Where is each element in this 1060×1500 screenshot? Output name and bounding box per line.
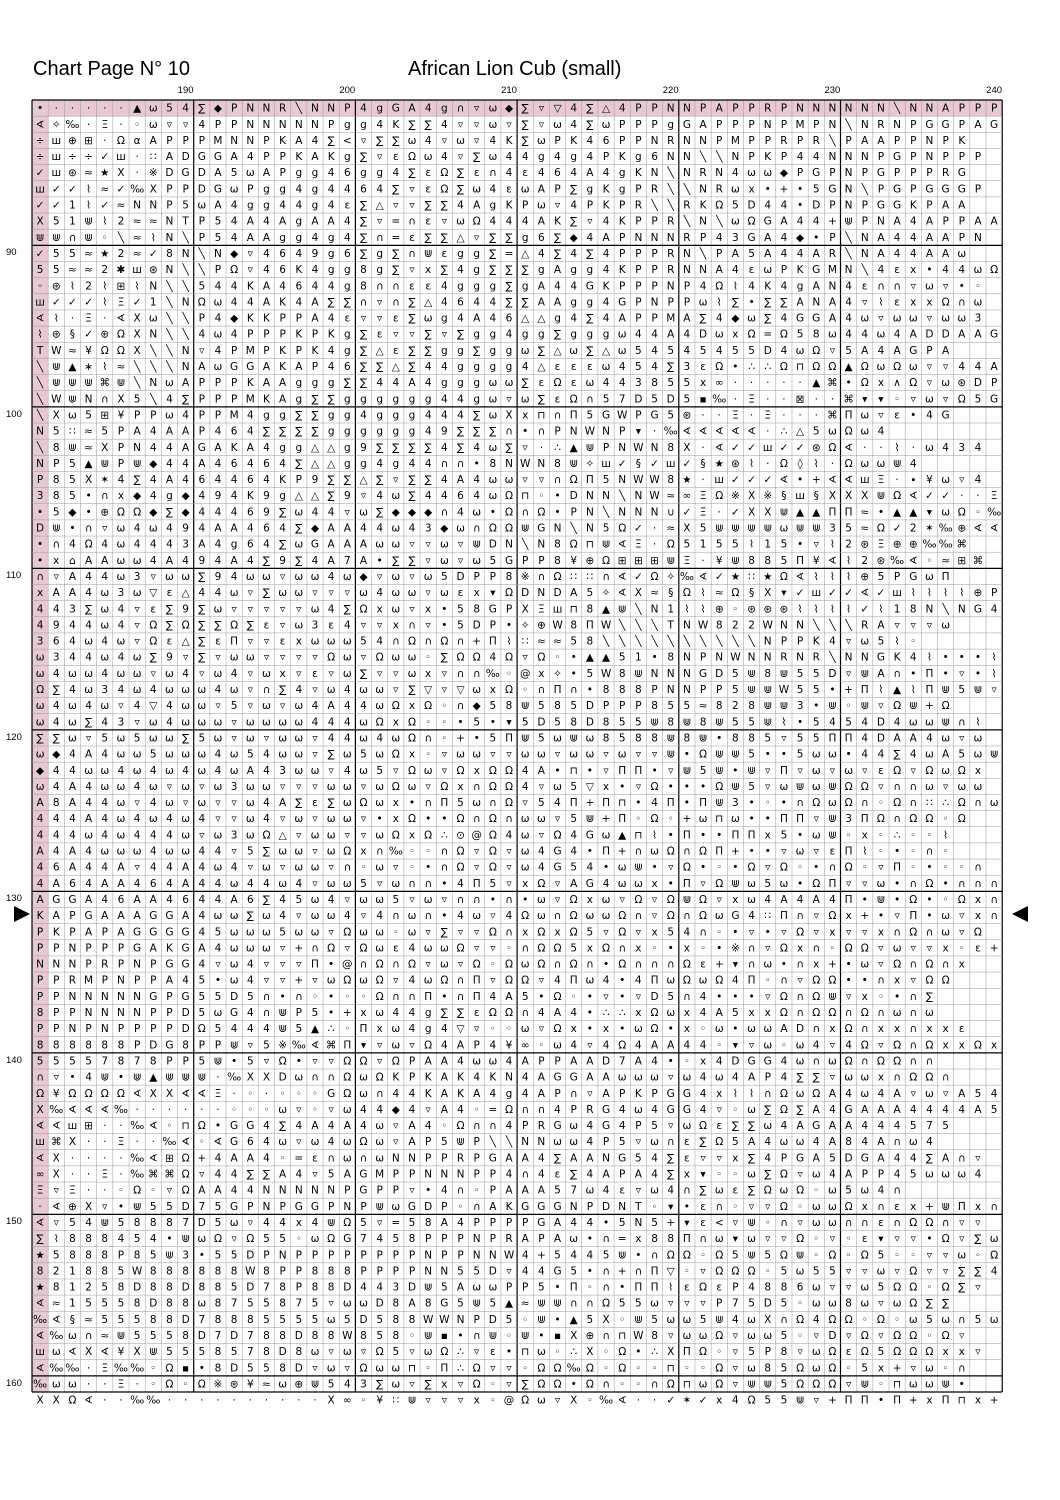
chart-row: ‰ ∢ § ≈ 5 5 5 8 8 D 7 8 8 8 5 5 5 5 ω 5 D 5 8 8 W W N P D 5 ◦ ⋓ • ▲ 5 Χ ◦ ⋓ 5 ω ω 5 ⋓ 4 ω Χ ∩ Ω 4 Ω Ω ◦ Ω ◦ ω 5 ω ∩ 5 ω: [33, 1313, 999, 1326]
chart-row: Ω ¥ Ω Ω Ω Ω ∢ Ⅹ Ⅹ ∢ ∢ Ξ · ◦ · ◦ ◦ ◦ G Ω ω ∩ 4 4 K A K A 4 g 4 A P ∩ ▿ A P K P G G 4 x ⌇ ⌇ ∩ Ω ω Ω A 4 ω 4 A ▿ ω ▿ A 5 4: [36, 1087, 998, 1100]
chart-row: 4 6 A 4 4 A ▿ 4 4 A 4 ω 4 ▿ ω ▿ ω ω ▿ ∩ ◦ ω ▿ ◦ • ∩ Ω ▿ Ω ▿ ω 4 G 5 4 • ω ⋓ • ▿ Ω • ◦ • Ω ▿ Ω ◦ • ∩ Ω ◦ ▿ Π ◦ • ◦ ◦ ∩: [36, 861, 982, 874]
chart-row: ★ 5 8 8 8 P 8 5 ⋓ 3 • 5 5 D P N P P P P P P P P N P P N N W 4 + 5 4 4 5 ⋓ • ∩ Ω Ω ◦ Ω 5 ⋓ 5 Ω ⋓ ◦ Ω ◦ Ω 5 ◦ ◦ ▿ ▿ ω ◦ Ω: [35, 1249, 999, 1262]
chart-row: 4 4 3 ∑ ω 4 ▿ ε ∑ 9 ∑ ω ▿ ▿ ▿ ▿ ▿ ω 4 ∑ Ω x ω ▿ x • 5 8 G P Χ Ξ ш ⊓ 8 ▲ ⋓ ╲ N 1 ⌇ ⌇ ⊕ ◦ ⊛ ⊛ ⊛ ⌇ ⌇ ⌇ ⌇ ✓ ⌇ 1 8 N ╲ N G 4: [36, 603, 998, 616]
chart-row: ∩ ▿ • 4 ⋓ • ⋓ ▲ ⋓ ⋓ ⋓ · ‰ Ⅹ Ⅹ D ω ∩ ∩ Ω ω Ω K P K A K 4 K N 4 A G G A A ω ω ω ▿ ω 4 ω 4 A P 4 ∑ ∑ ▿ ω ω x ∩ Ω Ω ∩: [36, 1071, 950, 1084]
column-number: 240: [986, 85, 1003, 96]
chart-row: Ω ∑ 4 ω 3 4 ω 4 ω ω ω 4 ω ▿ ∩ ∑ 4 ▿ ω 4 ω ω ▿ ∑ ▽ ▿ ▽ ω x Ω ◦ ∩ Π ∩ • 8 8 8 P N N P P 5 ⋓ ⋓ W 5 5 • + Π ⌇ ▲ ⌇ Π ⋓ 5 ⋓ ▿: [36, 684, 997, 697]
chart-row: ш ✓ ✓ ✓ ⌇ Ξ ✓ 1 ╲ N Ω ω 4 4 A K 4 A ∑ ∑ ∩ ▿ ∩ ∑ △ 4 6 4 4 ∑ ∑ A A g g 4 G P N P P ω ⌇ ∑ • ∑ ∑ A N A 4 ▿ ⌇ ε x x Ω ∩ ω: [35, 296, 983, 309]
column-number: 190: [177, 85, 194, 96]
chart-row: • ∩ 4 Ω 4 ω 4 4 4 3 A 4 g 6 4 ∑ ω G A A A ω ω ▿ ▿ ω ▿ ⋓ D N ╲ N 8 Ω ⊓ ⋓ ∢ Ξ · Ω 5 1 5 5 ⌇ 1 5 • ▿ ⌇ 2 ⊛ Ξ ⊕ ⊕ ‰ ‰ ⌘: [36, 538, 968, 551]
chart-row: ÷ ш ÷ ÷ ✓ ш · ∷ A D G G A 4 P P K A K g ∑ ▿ ε Ω ω 4 ▿ ∑ ω 4 4 g 4 g 4 P K g 6 N N ╲ ╲ N P K P 4 4 N N N P G P N P P P: [35, 151, 982, 164]
chart-row: 4 4 4 A 4 ω 4 ω 4 ω 4 ▿ ▿ ω 4 ▿ ω ▿ ω ω ▿ • x Ω • • Ω ∩ Ω ∩ ω ω ▿ 5 ⋓ + Π ◦ Ω ◦ + ω ⊓ ω • • Π Π ▿ ⋓ 3 Π Ω ∩ Ω Ω ◦ Ω: [36, 813, 966, 826]
chart-row: ∑ ∑ ω ▿ 5 ω 5 ω ω ∑ 5 ω ▿ ω ▿ ω ω ▿ 4 4 ω 4 ω Ω ∩ ◦ + • 5 Π ⋓ 5 ω ⋓ ω 8 5 8 8 ⋓ 8 ⋓ • 8 8 5 ▿ 5 5 Π Π 4 D A A 4 ω ▿ ω: [36, 732, 983, 745]
chart-row: 8 P P N N N N P P D 5 ω G 4 ∩ ⋓ P 5 • + x ω 4 4 g ∑ ∑ ε Ω Ω ∩ 4 A 4 • ∴ ∴ x Ω ω x 4 A 5 x x Ω ∩ Ω Ω ∩ Ω ∩ ω ∩ ω: [36, 1007, 934, 1020]
chart-row: ∞ Ⅹ · · Ξ · ‰ ⌘ ⌘ Ω ▿ 4 4 ∑ ∑ A 4 ▿ 5 A G M P P N N N P P 4 ∩ 4 ε ∑ 4 A P A 4 ∑ x ▾ ◦ ◦ ω ∑ Ω ▿ ω 4 A P P 4 5 ω ω ω 4: [35, 1168, 982, 1181]
chart-row: A 8 A 4 4 ω ▿ 4 ω ▿ ω ▿ ▿ ω 4 A ∑ ε ∑ ω Ω ω x • ∩ Π 5 ω ∩ Ω ▿ 5 4 Π + Π ⊓ • 4 Π • Π ⋓ 3 • ◦ • ∩ Ω ω Ω ∩ ◦ Ω ∩ ∷ ∴ Ω ∩ ω: [36, 797, 999, 810]
page-label: Chart Page N° 10: [33, 58, 190, 80]
chart-row: Χ 5 1 ⋓ ⌇ 2 ≈ ≈ N T P 5 4 A 4 A g A A 4 ∑ ▿ = ∩ ε ▿ ω Ω 4 4 4 A K ∑ ▿ 4 K P P R ╲ N ╲ ω Ω G A 4 4 + ⋓ P N A 4 A P P A A: [36, 215, 998, 228]
chart-row: ∢ ‰ ω ∩ ≈ ⋓ 5 5 5 8 D 7 D 7 8 8 D 8 8 W 8 5 8 ◦ ⋓ ▪ • ∩ ⋓ ◦ ⋓ • ▪ Χ ⊕ ∩ ⊓ W 8 ▿ ω ω Ω ▿ ω ω 5 ◦ ▿ D ▿ Ω ▿ Ω Ω ◦ Ω ▿: [35, 1330, 965, 1343]
chart-row: ω 4 ω ω 4 ω ω ▿ ω 4 ▿ ω 4 ▿ ω x ▿ ε ▿ ω ∑ ▿ ▿ ω x ▿ ∩ ∩ ‰ ◦ @ x ✧ • 5 W 8 ⋓ N N N G D 5 ⋓ 8 ⋓ 5 5 D ▿ ⋓ A ∩ • Π • ▿ • ⌇: [35, 667, 997, 680]
chart-row: K A P G A A A G G A 4 ω ω ∑ ω 4 ▿ ω ω 4 ▿ 4 ∩ ω ∩ • 4 ω ▿ 4 Ω ω ∩ Ω ω ω Ω ∩ ▿ Ω ∩ Ω ω G 4 ∷ Π ∩ ▿ Ω x + • ▿ Π • ω ▿ x ∩: [36, 910, 998, 923]
column-number: 210: [501, 85, 517, 96]
chart-row: ✓ ✓ 1 ⌇ ✓ ≈ N N P 5 ω A 4 g g 4 4 g 4 ε ∑ △ ▿ ▿ ∑ ∑ 4 A g K P ω ▿ 4 P K P R ╲ ╲ R K Ω 5 D 4 4 • D P N P G G K P A A: [35, 199, 966, 212]
chart-row: • 5 ◆ • ⊕ Ω Ω ◆ ∑ ◆ 4 4 4 6 9 ∑ ω 4 4 ▿ ω ∑ ◆ ◆ ◆ ∩ 4 ω • Ω ∩ Ω • P N ╲ N N N ∪ ✓ Ξ · ✓ Χ Χ ⋓ ▲ ▲ Π Π ≈ • ▲ ▲ ▾ ω Ω ◦ ‰: [36, 506, 1002, 519]
chart-row: 4 A 6 4 A A 4 6 4 A 4 4 ω 4 4 ω 4 ▿ ω ω 5 ▿ ω ∩ ∩ • 4 Π 5 ▿ x Ω ▿ A G 4 ω ω x • Π ▿ Ω ⋓ ω 5 ω • Ω Π ▿ ▿ ω • ∩ Ω • ∩ ∩ ∩: [36, 877, 998, 890]
chart-row: 5 5 ≈ ≈ 2 ✱ ш ⊛ N ╲ ╲ P Ω ▿ 4 6 K 4 g g 8 g ∑ ▿ x ∑ 4 g ∑ ∑ ∑ g A g g 4 K P P R N N A 4 ε ω P K G M N ╲ 4 ε x • 4 4 ω Ω: [36, 264, 999, 277]
chart-row: ∢ ⌇ · Ξ · ∢ Χ ω ╲ ╲ P 4 ◆ K K P P A 4 ε ▿ ▿ ε ∑ ω g 4 A 4 6 △ △ g 4 ∑ 4 A P P M A ∑ 4 ◆ ω ∑ 4 G G A 4 ω ▿ ω ω ▿ ω ω 3: [35, 312, 982, 325]
column-number: 200: [339, 85, 356, 96]
chart-row: • · · · · · ▲ ω 5 4 ∑ ◆ P N N R ╲ N N P 4 g G A 4 g ∩ ▿ ω ◆ ∑ ▿ ▽ 4 ∑ △ 4 P P N N P A P P R P N N N N N N ╲ N N A P P P: [36, 102, 998, 115]
chart-row: ш ω ∢ Ⅹ ∢ ¥ Χ ⋓ 5 5 5 8 5 7 8 D 8 ω ▿ ω ▿ Ω 5 ▿ ω Ω ∴ ▿ ε • ⊓ ω ◦ ∴ Χ ◦ Ω • ∴ Χ Π Ω ◦ ▿ 5 P 8 ▿ ω Ω ε Ω 5 Ω Ω Ω x x ▿: [35, 1346, 981, 1359]
chart-row: ╲ 8 ⋓ ≈ Χ P N 4 4 A G A K A 4 g g △ △ g 9 ∑ ∑ ∑ ∑ 4 ∑ 4 ω ∑ ▿ · ∴ ▲ ⋓ P N W N 8 Χ · ∢ ✓ ✓ ш ✓ ✓ ⊛ Ω ∢ · · ⌇ · ω 4 3 4: [36, 441, 982, 454]
row-number: 160: [6, 1377, 22, 1389]
chart-row: ╲ ⋓ ⋓ ⋓ ⌘ ⋓ ╲ N ω A P P P K A A g g g ∑ ∑ 4 4 A 4 g g g ω ω ∑ ε Ω ε ω 4 4 3 8 5 5 x ∞ · · · · · ▲ ⌘ • Ω x ∧ Ω ▿ ω ⊛ D P: [36, 377, 998, 390]
chart-row: ╲ ⋓ ▲ ∗ ⌇ ≈ ╲ ╲ ╲ N A ω G G A K A P 4 6 ∑ ∑ △ ∑ 4 4 g g g g 4 △ ε ε ε ω 4 5 4 ∑ 3 ε Ω • ∴ ∴ Ω ⊓ Ω Ω ▲ Ω ω Ω ω ▿ ▿ 4 4 A: [36, 361, 998, 374]
chart-row: ш ✓ ✓ ⌇ ≈ ✓ ‰ Χ P P D G ω P g g 4 g 4 4 6 4 ∑ ▿ ε Ω ∑ ω 4 ε ω A P ∑ g K g P R ╲ ╲ N R ω x • + • 5 G N ╲ P G P G G G P: [35, 183, 982, 196]
row-number: 130: [6, 893, 22, 905]
chart-row: P P N N N N N G P G 5 5 D 5 ∩ • ∩ ◦ • ◦ ◦ Ω ∩ ∩ Π • ∩ Π 4 A 5 • Ω ◦ • ▿ • ▿ D 5 ∩ 4 • • • ▿ Ω ∩ Ω ⋓ ▿ x ◦ • ∩ ∑: [36, 990, 933, 1003]
chart-row: ⌇ ⊛ § ✓ ⊛ Ω Χ N ╲ ╲ 4 ω 4 P P P K P K g ∑ ε ▿ ▿ ∑ ▿ ∑ g g 4 g g ∑ g g g ω 4 4 A 4 D ω x Ω = Ω 5 8 ω 4 4 ω 4 A D D A A G: [37, 328, 999, 341]
chart-row: ◆ 4 4 ω ω 4 ω 4 ω 4 ω 4 ω A 4 3 ω ω ▿ 4 ω 5 ▿ Ω ω ▿ Ω x Ω Ω 4 A • ⊓ • ▿ Π Π • ▿ ⋓ 5 ⋓ • ⋓ ▿ Π ▿ ω ▿ ω ▿ ε Ω ▿ Ω ω Ω x: [36, 764, 982, 777]
chart-row: ω ◆ 4 A 4 ω ω 5 ω ω ω 4 ω 5 4 ω ω ▿ ∑ ω 5 ω Ω x ◦ ▿ ω ω ▿ ▿ ω ω ▿ ω ω ▿ ω ▿ ▿ ⋓ • Ω ⋓ ⋓ 5 • • 5 ω ω • 4 4 ∑ 4 ω A 5 ω ⋓: [35, 748, 999, 761]
chart-row: Χ Χ Ω ∢ · · ‰ ‰ · · · · · · · · · · Ⅹ ∞ ◦ ¥ ∷ ⋓ ▿ ▿ ▿ x ◦ @ Ω ω ▿ Ⅹ ◦ ‰ ∢ · · ✓ ✶ ✓ x 4 Ω 5 5 ⋓ ▿ + Π Π • Π + x Π ⊓ x +: [36, 1394, 999, 1407]
chart-row: A G G A 4 6 A A 4 6 4 4 A 6 ∑ 4 5 ω 4 ▿ ω ω 5 ▿ ω ▿ ∩ ∩ • ∩ • ω ▿ Ω x ω ▿ Ω ▿ Ω ⋓ Ω ▿ x ω 4 A 4 A 4 Π • ⋓ • Ω • ◦ Ω x ∩: [36, 893, 998, 906]
column-number: 230: [824, 85, 841, 96]
row-number: 90: [6, 247, 17, 259]
chart-row: ш ⌘ Ⅹ · · Ξ · · ‰ ∢ ◦ ∢ G 6 4 ω ▿ ω 4 ω Ω ω ▿ A P 5 ⋓ P ╲ ╲ N N ω ω 4 P 5 ▿ ω ∩ ε ∑ Ω 5 A 4 ω ω 4 A 8 4 A ∩ ω 4: [35, 1136, 933, 1149]
chart-row: ∢ ‰ ‰ · Ξ ‰ ‰ ◦ Ω ▪ • 8 D 5 5 8 D ▿ ω ▿ Ω ω ω ⊓ ◦ Π ∴ Ω ▿ ▿ ◦ Ω Ω ‰ Ω ◦ Ω ◦ ◦ ⊓ ◦ ◦ Ω ▿ ω 8 5 Ω ω Ω ◦ 5 x + ▿ ω ◦ ∩: [35, 1362, 966, 1375]
chart-row: ÷ ш ⊕ ⊞ · Ω α A P P P M N N P K A 4 ∑ < ▿ ∑ ∑ ω 4 ▿ ω ▿ 4 K ∑ ω P K 4 6 P P N R N N P M P P R P R ╲ P A A P P N P K: [35, 134, 966, 147]
chart-row: ∢ ∢ ш ⊞ · · ‰ ∢ ◦ ⊓ Ω • G G 4 ∑ 4 A 4 A 4 ω ▿ A 4 ◦ Ω ∩ ∩ 4 P R G ω 4 G 4 P 5 ▿ ω Ω ε ∑ ∑ ω 4 A G A A 4 4 4 5 7 5: [35, 1120, 949, 1133]
chart-row: ◦ ⊛ ⌇ 2 ⌇ ⊞ ⌇ N ╲ ╲ 5 4 4 K A 4 6 4 4 g 8 ∩ ∩ ε ε 4 g g g ∑ g A 4 4 G K P P P N P 4 Ω ⌇ 4 K 4 g A N 4 ε ∩ ∩ ▿ ω ▿ • ◦: [36, 280, 982, 293]
chart-row: 4 4 4 ω 4 ω 4 4 4 ω ▿ ω 3 ω Ω △ ▿ ω ω ▿ ▿ ω Ω x Ω ∴ ⊙ @ Ω 4 ω ▿ Ω 4 G ω ▲ ⊓ ⌇ • Π • • Π Π x 5 • ω ⋓ ◦ x ◦ ∴ ◦ ◦ ⌇: [36, 829, 949, 842]
chart-row: P P R M P N P P A 4 5 • ω 4 ▿ ▿ + ▿ ω Ω ω Ω ▿ 4 ω Ω ∩ Π ▿ Ω Ω ▿ 4 Π ω 4 • 4 Π ω Ω ω Ω 4 Π ◦ ∩ ▿ Ω Ω • • ∩ x ▿ Ω Ω: [36, 974, 950, 987]
row-number: 100: [6, 408, 22, 420]
chart-row: · ∢ ⊕ Χ ▿ • ⋓ 5 5 D 7 5 G P N P G G P N P ⋓ ω G D P ◦ ∩ A K G G G N P D N T ◦ ▾ • ε ∩ ◦ ▿ ▿ Ω ◦ ω ω Ω x ∩ ε x + ⋓ Π x ∩: [38, 1200, 998, 1213]
row-number: 110: [6, 570, 22, 582]
chart-row: P P N P N P P P P D Ω 5 4 4 4 ⋓ 5 ▲ ∴ ◦ Π x ω 4 g 4 ▽ ▿ ◦ ◦ ω ▿ Ω x • x • ω Ω • x ◦ ω • ω ω A D ∩ x Ω ∩ x x ∩ x x ε: [36, 1023, 965, 1036]
chart-row: ∩ ▿ A 4 4 ω 3 ▿ ω ω ∑ 9 4 ω ω ▿ ω ω 4 ω ◆ ▿ ω ▿ ω 5 D P P 8 ※ ∩ Ω ∷ ∷ ∩ ∢ ✓ Ω ✧ ‰ ∢ ✓ ★ ∷ ★ Ω ∢ ⌇ ⌇ ⌇ ⊕ 5 P G ω Π: [36, 570, 950, 583]
chart-row: A 4 A 4 ω ω ω 4 ω ω 4 4 ▿ 5 ∑ ω ω ▿ ω Ω x ∩ ‰ ◦ ◦ ∩ Ω ▿ Ω ▿ ω 4 G 4 • Π + ∩ ω Ω ∩ Ω Π + • • ▿ ω ▿ ε Π ⌇ ◦ • ◦ ∩ ◦: [36, 845, 949, 858]
chart-row: N N N P R P N P G G 4 ▿ ω 4 ▿ ▿ ▿ Π • @ ∩ Ω ∩ Ω ▿ ω ▿ Ω ◦ Ω ω Ω ∩ Ω ∩ • Ω ∩ ∩ ∩ Ω ε + ▾ ∩ ω • ∩ x + • ω ▿ Ω ∩ Ω ∩ x: [36, 958, 965, 971]
chart-row: ╲ W ⋓ N ∩ Ⅹ 5 ╲ 4 ∑ P P P M K A g ∑ ∑ g g g g g g 4 4 g ω ▿ ω ∑ ε Ω ∩ 5 7 D 5 D 5 ▪ ‰ · Ξ · · ⊠ · · ⌘ ▾ ▾ ◦ ▿ ω ▿ Ω 5 G: [36, 393, 999, 406]
chart-row: T W ≈ ¥ Ω Ω Χ ╲ ╲ N ▿ 4 P M P K P K 4 g ∑ △ ε ∑ ∑ g g ∑ g g ω ∑ △ ω ∑ △ ω 5 4 5 4 5 4 5 5 D 4 ω Ω ▿ 5 A 4 A G P A: [36, 344, 950, 357]
chart-row: ∢ Ⅹ · · · · ‰ ∢ ⊞ Ω + 4 A A 4 ◦ = ε ∩ ω ∩ ω N N P P R P G A A 4 ∑ A A N G 5 4 ∑ ε ▿ ▿ x ∑ 4 P G A 5 D G A 4 4 ∑ A ∩ ▿: [35, 1152, 981, 1165]
chart-row: P P N P P P G A K G A 4 ω ω ω ▿ + ∩ Ω ▿ Ω ω ε 4 ω ω Ω ▿ ▿ ◦ ∩ Ω Ω 5 x Ω ∩ x ◦ • x ◦ • ※ ∩ ▿ Ω x ∩ ◦ Ω Ω ▿ ω ▿ ▿ x ◦ ε +: [36, 942, 999, 955]
chart-row: x A A 4 ω 3 ω ▽ ε △ 4 4 ω ▿ ∑ ω ω ▿ ▿ ▿ ω 4 ω ω ▿ ω ε x ▾ Ω D N D A 5 ✧ ∢ Χ ≈ § Ω ⌇ ≈ Ω § Ⅹ ▾ ✓ ш ✓ ✓ ∢ ✓ ш ⌇ ⌇ ⌇ ⌇ ⊕ P: [36, 587, 998, 600]
chart-row: P K P A P A G G G G 4 5 ω ω ω 5 ω ω ▿ Ω ω ω ◦ ω ▿ ∑ ▿ ▿ Ω ∩ x Ω x Ω 5 ▿ Ω ▿ x 5 4 ∩ ◦ • ▿ • ▿ Ω ▿ x ▿ ▿ x ∩ Ω ∩ ω ▿ Ω: [36, 926, 982, 939]
center-marker-right-icon: [1012, 906, 1028, 922]
chart-row: 3 8 5 • ∩ x ◆ 4 g ◆ 4 9 4 K 9 g △ △ ∑ 9 ▿ 4 ω ∑ 4 4 6 4 ω Ω ⊓ ◦ • D N N ╲ N W ≈ ∞ Ξ Ω ※ Χ ※ § ш § Χ Χ Χ ⋓ Ω ∢ ✓ ✓ · · Ξ: [36, 490, 998, 503]
chart-row: 8 8 8 8 8 8 P D G 8 P P ⋓ ▿ 5 ※ ‰ ∢ ⌘ Π ▾ ▿ ω ▿ Ω 4 A P 4 ¥ ∞ ◦ ω 4 ▿ 4 Ω 4 A A 4 4 ◦ ▾ ▿ ω ◦ ω 4 ▿ 4 Ω ▿ Ω ∩ Ω x x Ω x: [36, 1039, 998, 1052]
chart-row: 8 2 1 8 8 5 W 8 8 8 8 8 8 W 8 P P 8 8 8 P P P P N N 5 5 D ▿ 4 4 G 5 • ∩ + ∩ Π ▽ ◦ ▿ Ω Ω Ω ◦ 5 ω 5 5 ▿ ▿ ω ▿ Ω ▿ ▿ ∑ ∑ 4: [36, 1265, 998, 1278]
chart-row: ★ 8 1 2 5 8 D 8 8 D 8 8 5 D 7 8 P 8 8 D 4 4 3 D ⋓ 5 A ω ω P P 5 • Π ◦ ∩ • Π Π ⌇ ε Ω ε P 4 8 8 6 ω ▿ ▿ ω 5 Ω Ω ◦ Ω ∑ ▿: [35, 1281, 981, 1294]
chart-row: N P 5 ▲ ⋓ P ⋓ ◆ 4 4 A 4 6 4 6 4 ∑ △ △ g g 4 g 4 4 ∩ ∩ • 8 N W N 8 ⋓ ✧ ш ✓ § ✓ ш ✓ § ★ ⊛ ⌇ · Ω ◊ ⌇ · Ω ω ω ⋓ 4: [36, 457, 917, 470]
chart-row: ⋓ ⋓ ∩ ⋓ ◦ ╲ ≈ ⌇ N ╲ P 5 4 A A g g 4 g 4 ∑ ∩ = ε ∑ ∑ △ ▿ ∑ ∑ g 6 ∑ ◆ 4 A P N N N R P 4 3 G A 4 ◆ • P ╲ N A 4 4 A A P N: [35, 231, 982, 244]
chart-row: ω 4 ω 4 ω ▿ 4 ▽ 4 ω ω ▿ 5 ▿ ω ▿ ω 4 A 4 4 ω Ω x Ω ◦ ∩ ◆ 5 8 ⋓ 5 8 5 D P P P 8 5 5 ≈ 8 2 8 ⋓ ⋓ 3 • ⋓ ◦ ⋓ ▿ Ω ⋓ + Ω: [35, 700, 950, 713]
chart-row: • x ⌂ A A ω ω 4 A 4 9 4 A 4 ∑ 9 ∑ 4 A 7 A • ∑ ∑ ▿ ω ▿ ω 5 G P P 8 ¥ ⊕ Ω ⊞ ⊞ ⊞ ⋓ Ξ · ¥ ⋓ 8 8 5 Π ¥ ∢ ⌇ 2 ⊛ ‰ ∢ ◦ ≈ ⊞ ⌘: [36, 554, 984, 567]
chart-row: ∢ ▿ 5 4 ⋓ 5 8 8 8 7 D 5 ω ▿ 4 4 x 4 ⋓ Ω 5 ▿ = 5 8 A 4 P P P P G A 4 4 • 5 N 5 + ▾ ε < ▿ ⋓ ◦ ∩ ▿ ω ω ∩ ∩ ε ∩ Ω Ω ∩ ▿ ▿: [35, 1216, 981, 1229]
chart-row: ‰ ω ω · · Ξ · ◦ Ω ◦ Ω ※ ⊛ ¥ ≈ ω ⊕ ⋓ 5 4 3 ∑ ω ▿ ∑ x ▿ Ω ◦ ▿ ∑ Ω Ω • Ω ∩ ◦ ◦ ∩ Ω ⊓ ω Ω ▿ ⋓ ⋓ 5 Ω Ω Ω ▿ ⋓ ◦ ⊓ ω ω ⋓ •: [33, 1378, 965, 1391]
chart-row: ω 4 A 4 ω ω 4 ω ▿ ω ▿ ω 3 ω ω ▿ ▿ ▿ ω ω ▿ ω Ω ω ▿ Ω x ∩ Ω Ω 4 ▿ ω 5 ▽ x • ▿ Ω • • • Ω ⋓ 5 ▿ ω ⋓ ω ⋓ Ω Ω ▿ ∩ ∩ ω ▿ ω ω: [35, 780, 983, 793]
chart-row: 4 9 4 4 ω 4 ▿ Ω ∑ Ω ∑ ∑ Ω ∑ ε ▿ ω 3 ε 4 ▿ ▿ x ∩ ▿ • 5 D P • ✧ ⊕ W 8 Π W ╲ ╲ ╲ T N W 8 2 2 W N N ╲ ╲ ╲ R A ▿ ▿ ▿ ω: [36, 619, 951, 632]
chart-row: ∢ ✧ ‰ · Ξ · ◦ ω ▿ ▿ 4 P P N N N N N P g g 4 K ∑ ∑ 4 ▿ ▿ ω ▿ ∑ ▿ ω 4 ∑ ω P P P g G A P P P N P M P N ╲ N R N P G G P A G: [35, 118, 999, 131]
chart-row: ╲ Χ ω 5 ⊞ ¥ P P ω 4 P P M 4 g g ∑ ∑ g g 4 g g g 4 4 4 ∑ ω Χ x ⊓ ∩ Π 5 G W P G 5 ⊛ · · Ξ · Ξ · · · ⌘ Π ω ▿ ε • 4 G: [36, 409, 950, 422]
chart-row: ∑ ⌇ 8 8 8 4 5 4 • ⋓ ω Ω ▿ Ω 5 5 ◦ ω Ω G 7 4 5 8 P P P N P R A P A ω • ∩ = x 8 8 Π ∩ ω ▾ ω ▿ ▿ Ω ◦ ▿ ◦ ε ▾ ▿ ▿ • Ω ▿ ∑ ω: [36, 1233, 999, 1246]
chart-row: ω 4 ω ∑ 4 3 ▿ ω 4 ω ω ω ▿ ω ω ω ω 4 4 4 ω Ω x Ω ◦ ◦ • 5 • ▾ 5 D 5 8 D 8 5 5 ⋓ 8 ⋓ 8 ⋓ 5 5 ⋓ ⌇ • 5 4 5 4 D 4 ω ω ⋓ ∩ ⌇: [35, 716, 981, 729]
chart-row: 5 5 5 5 7 8 7 8 P P 5 ⋓ • 5 ▿ Ω • ▿ ▿ Ω Ω ▿ Ω P A A 4 ω ω 4 A P P A A D 7 A 4 • ◦ x 4 D G G 4 ω ∩ ω Ω ∩ Ω Ω ∩ ∩: [36, 1055, 934, 1068]
row-number: 150: [6, 1216, 22, 1228]
chart-row: ω 3 4 4 ω 4 ω ∑ 9 ▿ ∑ ▿ ω ω ▿ ▿ ▿ ▿ Ω ω ▿ Ω ω ω ◦ ∑ Ω Ω 4 Ω ▿ Ω ◦ • ▲ ▲ 5 1 • 8 N P N W N N R N R ╲ N N G K 4 ⌇ • • • ⌇: [35, 651, 997, 664]
chart-row: N 5 ∷ ≈ 5 P A 4 A A P 4 6 4 ∑ ∑ ∑ ∑ g g g g g g 4 9 ∑ ∑ ∑ ∩ • ∩ P N W N P ▾ · ‰ ∢ ∢ ∢ ∢ ∢ · ∴ △ 5 ω Ω ω 4: [36, 425, 885, 438]
chart-row: Ξ ▿ Ξ · · ◦ Ω ◦ ▿ Ω A A 4 4 N N N N N P G P P ▿ • 4 ∩ ◦ P A A A 5 7 ω 4 ε ▿ ω 4 ∩ ∑ ω ε ∑ Ω ω Ω ◦ ω 5 ω 4 ∩: [36, 1184, 901, 1197]
chart-row: Ⅹ ‰ ∢ ∢ ∢ ‰ · · · · · · ◦ ◦ ◦ ω ▿ ◦ ▿ ω 4 4 ◆ 4 ▿ A 4 ◦ = Ω ∩ ∩ 4 P R G 4 ω 4 G G 4 ▿ ◦ ω ∑ Ω ∑ A 4 G A A A 4 4 4 4 A 5: [36, 1103, 998, 1116]
chart-title: African Lion Cub (small): [408, 58, 622, 80]
chart-row: 3 6 4 ω 4 ω ▿ Ω ε △ ∑ ε Π ▿ ▿ ε x ω ω ω 5 4 ∩ Ω ∩ Ω ∩ + Π ⌇ ∷ ≈ ≈ 5 8 ╲ ╲ ╲ ╲ ╲ ╲ ╲ ╲ ╲ ╲ N P P K 4 ▿ ω 5 ⌇ ◦: [36, 635, 917, 648]
row-number: 140: [6, 1054, 22, 1066]
column-number: 220: [662, 85, 679, 96]
chart-row: ∢ ≈ 1 5 5 5 8 D 8 8 ω 8 7 5 5 8 7 5 ▿ ω ω D 8 A 8 G 5 ⋓ 5 ▲ ≈ ⋓ ⋓ ∩ ∩ Ω 5 5 ω ▿ ▿ ▿ P 7 5 D 5 ◦ ω ω 8 ω ▿ ω Ω ∑ ∑: [35, 1297, 950, 1310]
chart-row: ✓ ш ⊛ ≈ ★ Ⅹ · ※ D G D A 5 ω A P g g 4 6 g g 4 ∑ ε Ω ∑ ε ∩ 4 ε 4 6 4 A 4 g K N ╲ N R N 4 ω ω ◆ P G P N P G P P P R G: [35, 167, 966, 180]
center-marker-left-icon: [14, 906, 30, 922]
row-number: 120: [6, 731, 22, 743]
chart-row: P 8 5 Χ ✶ 4 ∑ 4 A 4 6 4 4 6 4 K P 9 ∑ ∑ △ ∑ ▿ ∑ ∑ 4 A 4 ω ω ▿ ▿ ∩ Ω П 5 N W W 8 ★ · ш ✓ ✓ ✓ ∢ • + ∢ ∢ ш Ξ · ∙ ¥ ω ▿ 4: [36, 474, 982, 487]
chart-row: ✓ 5 5 ≈ ★ 2 ≈ ✓ 8 N ╲ N ◆ ▿ 4 6 4 9 g 6 ∑ g ∑ ∩ ⋓ ε g g ∑ = △ 4 ∑ 4 ∑ 4 P P P R N ╲ P A 5 A 4 4 A R ╲ N A 4 4 A A ω: [35, 247, 967, 260]
chart-row: D ⋓ • ∩ ▿ ω 4 ω 4 9 4 A A 4 6 4 ∑ ◆ A A 4 4 ω 4 3 ◆ ω ∩ Ω Ω ⋓ G N ╲ N 5 Ω ✓ · ≈ Χ 5 ⋓ ⋓ ⋓ ⋓ ω ⋓ ⋓ 3 5 ≈ Ω ✓ 2 ✶ ‰ ⊕ ∢ ∢: [36, 522, 999, 535]
